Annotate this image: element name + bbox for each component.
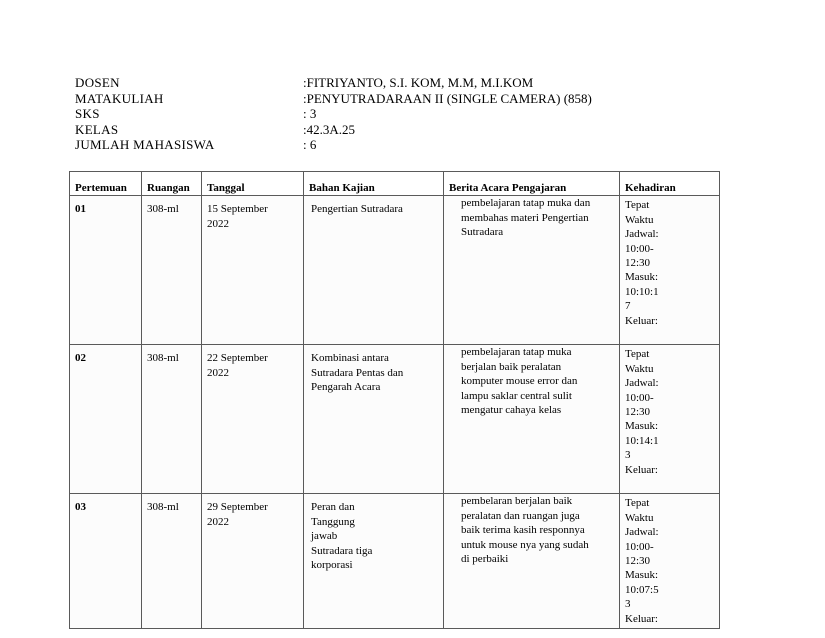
info-row-sks (75, 106, 592, 122)
cell-line: 3 (625, 598, 631, 611)
cell-line: lampu saklar central sulit (461, 389, 572, 402)
cell-ruangan: 308-ml (142, 494, 202, 629)
info-value: :PENYUTRADARAAN II (SINGLE CAMERA) (858) (303, 90, 592, 106)
header-berita-acara: Berita Acara Pengajaran (444, 172, 620, 196)
table-row (70, 494, 720, 629)
cell-line: Pengertian Sutradara (311, 203, 403, 216)
cell-line: jawab (311, 530, 338, 543)
header-pertemuan: Pertemuan (70, 172, 142, 196)
cell-line: Masuk: (625, 420, 658, 433)
cell-line: di perbaiki (461, 553, 509, 566)
cell-bahan-kajian (304, 494, 444, 629)
cell-line: pembelajaran tatap muka (461, 346, 572, 359)
cell-line: Sutradara Pentas dan (311, 366, 404, 379)
info-row-matakuliah (75, 91, 592, 107)
cell-line: membahas materi Pengertian (461, 211, 589, 224)
cell-line: 10:10:1 (625, 285, 659, 298)
cell-kehadiran (620, 196, 720, 345)
cell-kehadiran (620, 494, 720, 629)
cell-tanggal (202, 196, 304, 345)
header-ruangan: Ruangan (142, 172, 202, 196)
cell-line: Tanggung (311, 515, 355, 528)
header-tanggal: Tanggal (202, 172, 304, 196)
info-value: : 6 (303, 137, 317, 152)
cell-line: untuk mouse nya yang sudah (461, 538, 589, 551)
info-value: :FITRIYANTO, S.I. KOM, M.M, M.I.KOM (303, 75, 534, 90)
cell-line: Waktu (625, 362, 654, 375)
info-row-jumlah-mahasiswa (75, 137, 592, 153)
header-bahan-kajian: Bahan Kajian (304, 172, 444, 196)
cell-ruangan: 308-ml (142, 196, 202, 345)
cell-line: Sutradara tiga (311, 544, 373, 557)
cell-pertemuan: 01 (70, 196, 142, 345)
info-value: :42.3A.25 (303, 121, 355, 137)
cell-line: peralatan dan ruangan juga (461, 509, 580, 522)
cell-line: 3 (625, 449, 631, 462)
cell-line: Masuk: (625, 271, 658, 284)
cell-line: Peran dan (311, 501, 355, 514)
cell-line: 10:00- (625, 540, 654, 553)
cell-bahan-kajian (304, 196, 444, 345)
cell-line: Keluar: (625, 612, 658, 625)
cell-pertemuan: 03 (70, 494, 142, 629)
cell-kehadiran (620, 345, 720, 494)
cell-line: pembelajaran tatap muka dan (461, 197, 591, 210)
cell-line: Pengarah Acara (311, 381, 381, 394)
cell-line: pembelaran berjalan baik (461, 495, 573, 508)
cell-line: Tepat (625, 199, 650, 212)
cell-bahan-kajian (304, 345, 444, 494)
cell-line: Jadwal: (625, 377, 659, 390)
info-row-dosen (75, 75, 592, 91)
cell-line: 10:00- (625, 242, 654, 255)
cell-line: 22 September (207, 352, 268, 365)
table-header-row (70, 172, 720, 196)
cell-line: 2022 (207, 515, 229, 528)
cell-line: Keluar: (625, 314, 658, 327)
cell-berita-acara (444, 345, 620, 494)
cell-tanggal (202, 345, 304, 494)
cell-line: 10:00- (625, 391, 654, 404)
cell-line: 12:30 (625, 257, 651, 270)
cell-line: baik terima kasih responnya (461, 524, 585, 537)
header-kehadiran: Kehadiran (620, 172, 720, 196)
cell-line: 12:30 (625, 555, 651, 568)
info-label: MATAKULIAH (75, 90, 164, 106)
info-value: : 3 (303, 106, 317, 121)
cell-line: Keluar: (625, 463, 658, 476)
cell-line: 15 September (207, 203, 268, 216)
table-row (70, 345, 720, 494)
cell-line: mengatur cahaya kelas (461, 404, 562, 417)
cell-line: 12:30 (625, 406, 651, 419)
cell-line: Kombinasi antara (311, 352, 389, 365)
cell-tanggal (202, 494, 304, 629)
info-label: KELAS (75, 121, 119, 137)
cell-line: 29 September (207, 501, 268, 514)
info-label: SKS (75, 106, 100, 121)
cell-line: Jadwal: (625, 526, 659, 539)
cell-line: Masuk: (625, 569, 658, 582)
info-row-kelas (75, 122, 592, 138)
cell-line: komputer mouse error dan (461, 375, 578, 388)
cell-line: 10:14:1 (625, 434, 659, 447)
cell-ruangan: 308-ml (142, 345, 202, 494)
cell-line: Tepat (625, 497, 650, 510)
cell-line: Waktu (625, 213, 654, 226)
cell-pertemuan: 02 (70, 345, 142, 494)
cell-berita-acara (444, 196, 620, 345)
cell-line: 10:07:5 (625, 583, 659, 596)
info-label: JUMLAH MAHASISWA (75, 137, 215, 152)
cell-line: korporasi (311, 559, 353, 572)
table-row (70, 196, 720, 345)
cell-berita-acara (444, 494, 620, 629)
course-info (75, 75, 592, 153)
cell-line: berjalan baik peralatan (461, 360, 562, 373)
attendance-table (69, 171, 720, 629)
cell-line: 2022 (207, 366, 229, 379)
cell-line: Sutradara (461, 226, 504, 239)
cell-line: Tepat (625, 348, 650, 361)
cell-line: Waktu (625, 511, 654, 524)
info-label: DOSEN (75, 75, 120, 90)
cell-line: Jadwal: (625, 228, 659, 241)
cell-line: 7 (625, 300, 631, 313)
cell-line: 2022 (207, 217, 229, 230)
